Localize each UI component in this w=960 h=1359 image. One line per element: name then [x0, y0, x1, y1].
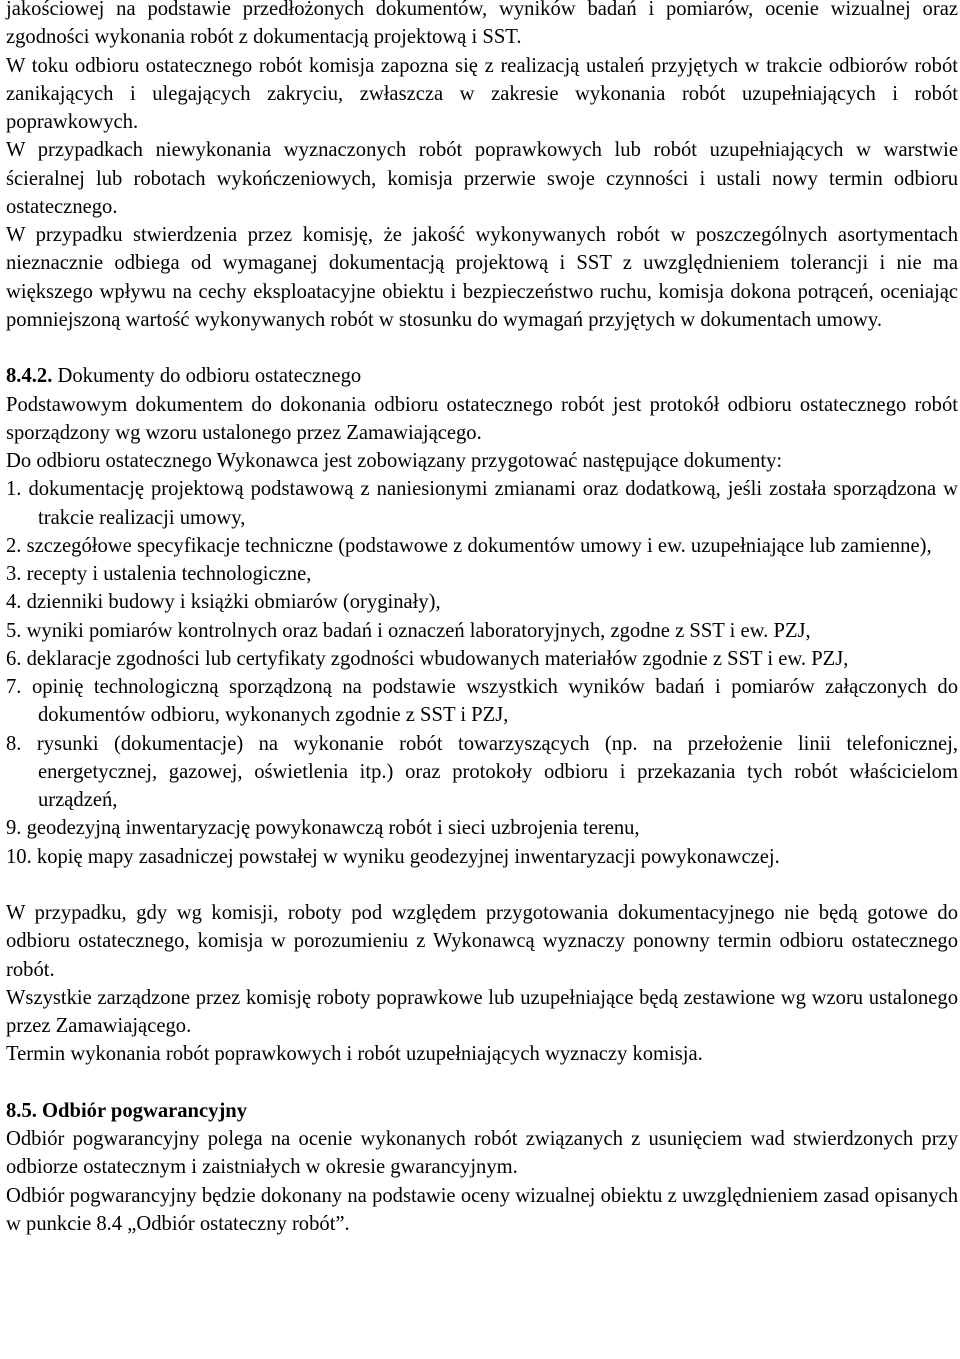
list-item-number: 8.: [6, 732, 22, 755]
paragraph: W toku odbioru ostatecznego robót komisja zapozna się z realizacją ustaleń przyjętych w trakcie odbiorów robót zanikających i ulegających zakryciu, zwłaszcza w zakresie wykonania robót uzupełniających i robót poprawkowych.: [6, 54, 958, 133]
list-item-text: opinię technologiczną sporządzoną na podstawie wszystkich wyników badań i pomiarów załączonych do dokumentów odbioru, wykonanych zgodnie z SST i PZJ,: [31, 676, 958, 727]
list-item: [6, 814, 958, 842]
list-item-number: 3.: [6, 563, 22, 585]
list-item-text: recepty i ustalenia technologiczne,: [26, 563, 312, 585]
list-item: [6, 673, 958, 730]
list-item-number: 4.: [6, 591, 22, 614]
paragraph: W przypadkach niewykonania wyznaczonych robót poprawkowych lub robót uzupełniających w warstwie ścieralnej lub robotach wykończeniowych, komisja przerwie swoje czynności i ustali nowy termin odbioru ostatecznego.: [6, 139, 958, 218]
list-item-number: 6.: [6, 647, 22, 670]
list-item: [6, 843, 958, 871]
list-item: [6, 560, 958, 588]
list-item-text: deklaracje zgodności lub certyfikaty zgodności wbudowanych materiałów zgodnie z SST i ew. PZJ,: [26, 647, 849, 670]
list-item-text: rysunki (dokumentacje) na wykonanie robót towarzyszących (np. na przełożenie linii telefonicznej, energetycznej, gazowej, oświetlenia itp.) oraz protokoły odbioru i przekazania tych robót właścicielom urządzeń,: [36, 732, 958, 811]
list-item-number: 1.: [6, 478, 22, 501]
section-heading-842: [6, 362, 958, 390]
list-item: [6, 730, 958, 815]
section-title: Dokumenty do odbioru ostatecznego: [52, 365, 362, 388]
list-item: [6, 475, 958, 532]
list-item: [6, 532, 958, 560]
list-item-number: 2.: [6, 534, 22, 557]
list-item: [6, 645, 958, 673]
paragraph: Do odbioru ostatecznego Wykonawca jest zobowiązany przygotować następujące dokumenty:: [6, 450, 783, 472]
paragraph: Podstawowym dokumentem do dokonania odbioru ostatecznego robót jest protokół odbioru ostatecznego robót sporządzony wg wzoru ustalonego przez Zamawiającego.: [6, 393, 958, 444]
list-item-number: 7.: [6, 676, 22, 698]
list-item-text: dzienniki budowy i książki obmiarów (oryginały),: [26, 591, 441, 614]
list-item: [6, 588, 958, 616]
list-item: [6, 617, 958, 645]
documents-list: [6, 475, 958, 871]
spacer: [6, 871, 958, 899]
paragraph: Wszystkie zarządzone przez komisję roboty poprawkowe lub uzupełniające będą zestawione wg wzoru ustalonego przez Zamawiającego.: [6, 986, 958, 1037]
paragraph: jakościowej na podstawie przedłożonych dokumentów, wyników badań i pomiarów, ocenie wizualnej oraz zgodności wykonania robót z dokumentacją projektową i SST.: [6, 0, 958, 49]
list-item-number: 9.: [6, 817, 22, 840]
paragraph: Odbiór pogwarancyjny polega na ocenie wykonanych robót związanych z usunięciem wad stwierdzonych przy odbiorze ostatecznym i zaistniałych w okresie gwarancyjnym.: [6, 1128, 958, 1179]
paragraph: Odbiór pogwarancyjny będzie dokonany na podstawie oceny wizualnej obiektu z uwzględnieniem zasad opisanych w punkcie 8.4 „Odbiór ostateczny robót”.: [6, 1184, 958, 1235]
spacer: [6, 1069, 958, 1097]
list-item-number: 10.: [6, 845, 32, 868]
list-item-text: dokumentację projektową podstawową z naniesionymi zmianami oraz dodatkową, jeśli została sporządzona w trakcie realizacji umowy,: [28, 478, 958, 529]
document-page: [6, 0, 958, 1238]
list-item-text: kopię mapy zasadniczej powstałej w wyniku geodezyjnej inwentaryzacji powykonawczej.: [36, 845, 780, 868]
paragraph: Termin wykonania robót poprawkowych i robót uzupełniających wyznaczy komisja.: [6, 1043, 703, 1066]
list-item-text: szczegółowe specyfikacje techniczne (podstawowe z dokumentów umowy i ew. uzupełniające lub zamienne),: [26, 534, 932, 557]
paragraph: W przypadku, gdy wg komisji, roboty pod względem przygotowania dokumentacyjnego nie będą gotowe do odbioru ostatecznego, komisja w porozumieniu z Wykonawcą wyznaczy ponowny termin odbioru ostatecznego robót.: [6, 902, 958, 981]
list-item-number: 5.: [6, 619, 22, 642]
list-item-text: geodezyjną inwentaryzację powykonawczą robót i sieci uzbrojenia terenu,: [26, 817, 640, 840]
section-number: 8.4.2.: [6, 365, 53, 388]
section-heading-85: 8.5. Odbiór pogwarancyjny: [6, 1099, 248, 1122]
list-item-text: wyniki pomiarów kontrolnych oraz badań i oznaczeń laboratoryjnych, zgodne z SST i ew. PZJ,: [26, 619, 811, 642]
paragraph: W przypadku stwierdzenia przez komisję, że jakość wykonywanych robót w poszczególnych asortymentach nieznacznie odbiega od wymaganej dokumentacją projektową i SST z uwzględnieniem tolerancji i nie ma większego wpływu na cechy eksploatacyjne obiektu i bezpieczeństwo ruchu, komisja dokona potrąceń, oceniając pomniejszoną wartość wykonywanych robót w stosunku do wymagań przyjętych w dokumentach umowy.: [6, 224, 958, 331]
spacer: [6, 334, 958, 362]
